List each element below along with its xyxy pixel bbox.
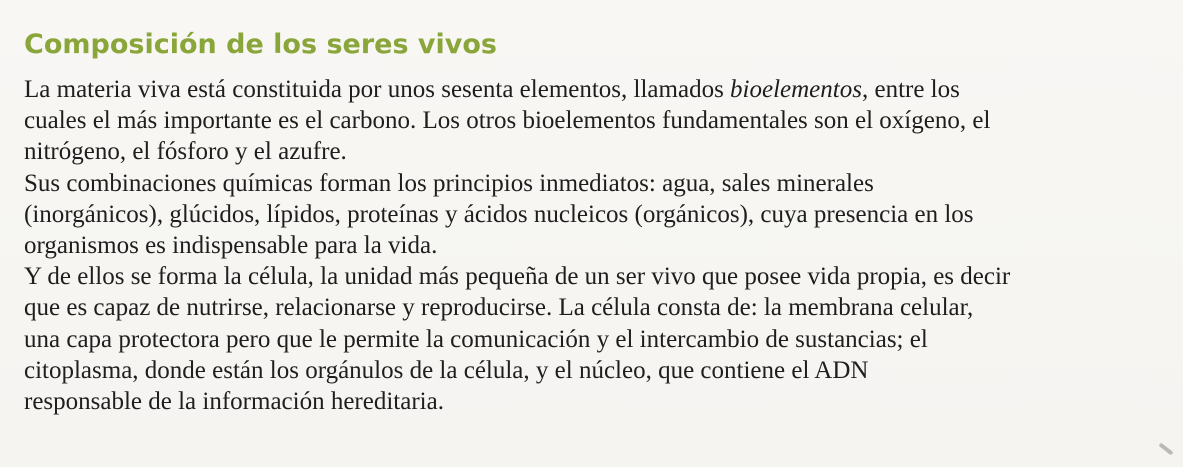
- text-line: Sus combinaciones químicas forman los principios inmediatos: agua, sales minerales: [24, 169, 874, 197]
- text-line: [24, 74, 1174, 105]
- text-line: citoplasma, donde están los orgánulos de la célula, y el núcleo, que contiene el ADN: [24, 356, 869, 384]
- paragraph-celula: [24, 261, 1174, 417]
- text-run: La materia viva está constituida por unos sesenta elementos, llamados: [24, 76, 731, 103]
- text-line: organismos es indispensable para la vida.: [24, 232, 438, 260]
- text-line: que es capaz de nutrirse, relacionarse y reproducirse. La célula consta de: la membrana celular,: [24, 294, 974, 322]
- text-line: (inorgánicos), glúcidos, lípidos, proteínas y ácidos nucleicos (orgánicos), cuya presencia en los: [24, 200, 974, 228]
- text-line: responsable de la información hereditaria.: [24, 388, 444, 416]
- text-line: nitrógeno, el fósforo y el azufre.: [24, 138, 347, 166]
- paragraph-bioelementos: [24, 74, 1174, 168]
- body-text: [24, 74, 1174, 417]
- section-title: Composición de los seres vivos: [24, 29, 498, 60]
- text-line: Y de ellos se forma la célula, la unidad más pequeña de un ser vivo que posee vida propia, es decir: [24, 263, 1011, 291]
- text-line: cuales el más importante es el carbono. Los otros bioelementos fundamentales son el oxígeno, el: [24, 107, 991, 135]
- text-line: una capa protectora pero que le permite la comunicación y el intercambio de sustancias; el: [24, 325, 928, 353]
- paragraph-principios-inmediatos: [24, 168, 1174, 262]
- text-run: , entre los: [861, 76, 960, 103]
- page-mark: [1158, 442, 1173, 455]
- italic-term: bioelementos: [730, 76, 862, 103]
